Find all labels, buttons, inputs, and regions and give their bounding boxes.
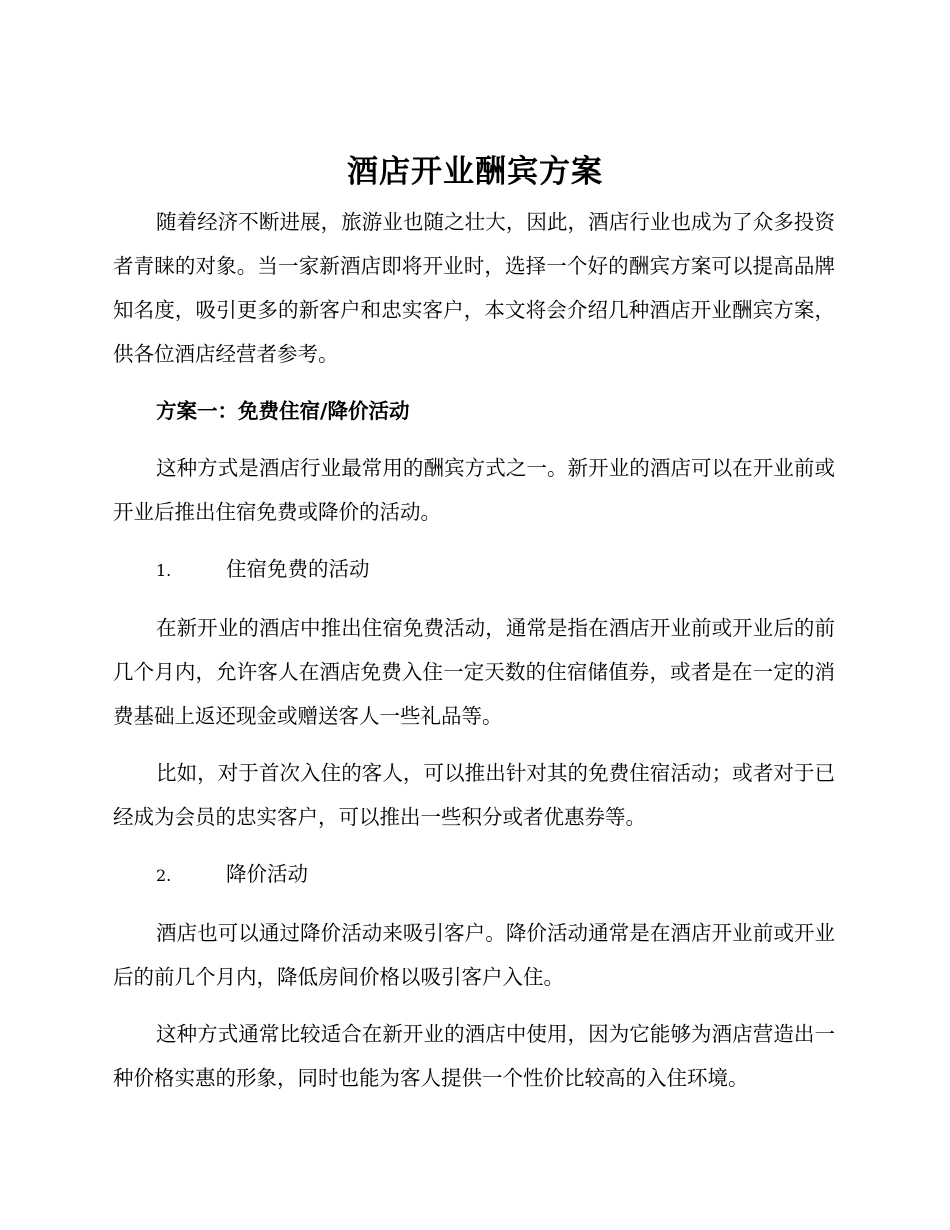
list-number: 2. bbox=[156, 866, 172, 885]
item2-paragraph-1: 酒店也可以通过降价活动来吸引客户。降价活动通常是在酒店开业前或开业后的前几个月内，降低房间价格以吸引客户入住。 bbox=[113, 921, 835, 989]
item1-paragraph-1: 在新开业的酒店中推出住宿免费活动，通常是指在酒店开业前或开业后的前几个月内，允许客人在酒店免费入住一定天数的住宿储值券，或者是在一定的消费基础上返还现金或赠送客人一些礼品等。 bbox=[113, 616, 835, 728]
document-title: 酒店开业酬宾方案 bbox=[347, 154, 603, 190]
item2-paragraph-2: 这种方式通常比较适合在新开业的酒店中使用，因为它能够为酒店营造出一种价格实惠的形象，同时也能为客人提供一个性价比较高的入住环境。 bbox=[113, 1022, 835, 1090]
list-label: 降价活动 bbox=[226, 862, 308, 886]
list-item-1 bbox=[113, 547, 835, 593]
list-item-2 bbox=[113, 852, 835, 898]
document-body bbox=[113, 200, 835, 1100]
item1-paragraph-2: 比如，对于首次入住的客人，可以推出针对其的免费住宿活动；或者对于已经成为会员的忠实客户，可以推出一些积分或者优惠券等。 bbox=[113, 761, 835, 829]
section-heading: 方案一：免费住宿/降价活动 bbox=[156, 399, 410, 423]
intro-paragraph: 随着经济不断进展，旅游业也随之壮大，因此，酒店行业也成为了众多投资者青睐的对象。当一家新酒店即将开业时，选择一个好的酬宾方案可以提高品牌知名度，吸引更多的新客户和忠实客户，本文将会介绍几种酒店开业酬宾方案，供各位酒店经营者参考。 bbox=[113, 210, 835, 366]
section-paragraph: 这种方式是酒店行业最常用的酬宾方式之一。新开业的酒店可以在开业前或开业后推出住宿免费或降价的活动。 bbox=[113, 456, 835, 524]
list-number: 1. bbox=[156, 561, 172, 580]
list-label: 住宿免费的活动 bbox=[226, 557, 370, 581]
